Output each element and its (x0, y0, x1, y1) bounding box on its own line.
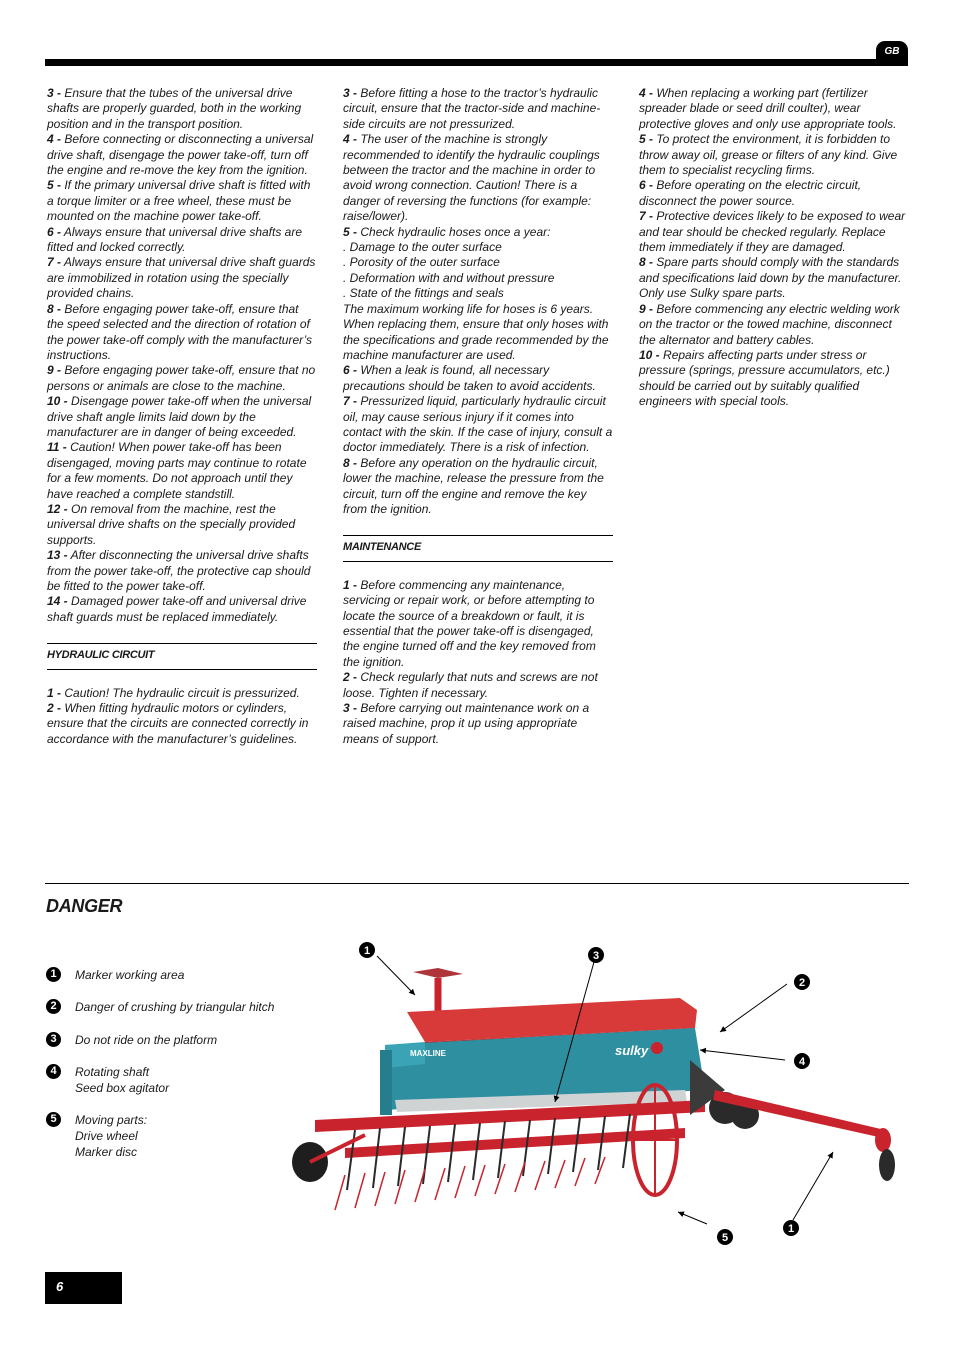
top-rule (45, 59, 908, 66)
item-text: Before commencing any maintenance, servicing or repair work, or before attempting to locate the source of a breakdown or fault, it is essential that the power take-off is disengaged, the engine turned off and the key removed from the ignition. (343, 577, 596, 669)
item-text: Disengage power take-off when the universal drive shaft angle limits laid down by the manufacturer are in danger of being exceeded. (47, 394, 312, 439)
callout-line-1b (793, 1152, 833, 1220)
item-number: 1 - (343, 577, 358, 592)
check-line: . Porosity of the outer surface (343, 255, 500, 270)
item-text: Before any operation on the hydraulic circuit, lower the machine, release the pressure from the circuit, turn off the engine and remove the key from the ignition. (343, 455, 604, 516)
callout-3-label: 3 (592, 950, 600, 962)
col3-list (639, 86, 909, 410)
item-text: Always ensure that universal drive shafts are fitted and locked correctly. (47, 224, 303, 255)
callout-4-label: 4 (798, 1056, 806, 1068)
hydraulic-list (47, 686, 317, 748)
item-text: Repairs affecting parts under stress or pressure (springs, pressure accumulators, etc.) should be carried out by suitably qualified engineers with special tools. (639, 347, 890, 409)
legend-line: Marker disc (75, 1145, 138, 1159)
item-number: 6 - (47, 224, 62, 239)
col2-list-2 (343, 363, 613, 517)
item-number: 1 - (47, 685, 62, 700)
item-text: If the primary universal drive shaft is fitted with a torque limiter or a free wheel, these must be mounted on the machine power take-off. (47, 178, 311, 224)
item-number: 4 - (639, 86, 654, 100)
item-number: 5 - (343, 224, 358, 239)
col2-list (343, 86, 613, 240)
item-number: 8 - (47, 301, 62, 316)
numbered-item (639, 178, 909, 209)
item-number: 7 - (343, 394, 358, 409)
item-number: 6 - (639, 178, 654, 193)
hose-checks (343, 240, 613, 302)
numbered-item (639, 302, 909, 348)
item-number: 5 - (47, 178, 62, 193)
callout-line-2 (720, 984, 787, 1032)
right-marker-arm (713, 1090, 895, 1181)
maintenance-heading: MAINTENANCE (343, 535, 613, 561)
numbered-item (343, 578, 613, 670)
seed-drill-illustration (285, 940, 910, 1250)
numbered-item (639, 86, 909, 132)
item-text: Protective devices likely to be exposed to wear and tear should be checked regularly. Replace them immediately if they are damaged. (639, 209, 906, 255)
numbered-item (47, 594, 317, 625)
column-2 (343, 86, 613, 747)
hose-life-paragraph: The maximum working life for hoses is 6 years. When replacing them, ensure that only hoses with the specifications and grade recommended by the machine manufacturer are used. (343, 301, 609, 362)
legend-number: 5 (46, 1112, 61, 1127)
callout-1b-label: 1 (787, 1223, 795, 1235)
legend-text (75, 967, 305, 983)
item-number: 12 - (47, 501, 68, 516)
callout-line-5 (678, 1212, 707, 1224)
numbered-item (47, 225, 317, 256)
legend-number: 1 (46, 967, 61, 982)
item-number: 10 - (47, 394, 68, 409)
numbered-item (343, 701, 613, 747)
numbered-item (343, 86, 613, 132)
maintenance-list (343, 578, 613, 747)
page-number-box (45, 1272, 122, 1304)
numbered-item (47, 132, 317, 178)
danger-title: DANGER (46, 896, 123, 916)
numbered-item (343, 670, 613, 701)
legend-text (75, 999, 305, 1015)
legend-line: Moving parts: (75, 1113, 148, 1127)
numbered-item (639, 209, 909, 255)
legend-number: 2 (46, 999, 61, 1014)
item-number: 3 - (47, 86, 62, 100)
numbered-item (47, 363, 317, 394)
numbered-item (47, 394, 317, 440)
legend-text (75, 1064, 305, 1096)
item-number: 13 - (47, 548, 68, 563)
item-number: 7 - (639, 209, 654, 224)
item-number: 2 - (47, 701, 62, 716)
numbered-item (47, 502, 317, 548)
hydraulic-circuit-heading: HYDRAULIC CIRCUIT (47, 643, 317, 669)
danger-rule (45, 883, 909, 884)
col1-list (47, 86, 317, 625)
item-text: Damaged power take-off and universal drive shaft guards must be replaced immediately. (47, 594, 307, 624)
item-text: When a leak is found, all necessary precautions should be taken to avoid accidents. (343, 363, 596, 393)
item-text: On removal from the machine, rest the universal drive shafts on the specially provided supports. (47, 501, 296, 547)
numbered-item (343, 456, 613, 518)
item-text: Spare parts should comply with the standards and specifications laid down by the manufacturer. Only use Sulky spare parts. (639, 255, 902, 301)
item-text: To protect the environment, it is forbidden to throw away oil, grease or filters of any kind. Give them to specialist recycling firms. (639, 132, 898, 178)
item-text: After disconnecting the universal drive shafts from the power take-off, the protective cap should be fitted to the power take-off. (47, 548, 311, 593)
page-number: 6 (56, 1279, 64, 1294)
legend-line: Drive wheel (75, 1129, 138, 1143)
item-number: 7 - (47, 255, 62, 270)
legend-number: 4 (46, 1064, 61, 1079)
item-text: Pressurized liquid, particularly hydraulic circuit oil, may cause serious injury if it comes into contact with the skin. If the case of injury, consult a doctor immediately. There is a risk of infection. (343, 394, 613, 455)
column-3 (639, 86, 909, 410)
legend-line: Seed box agitator (75, 1081, 170, 1095)
item-text: When fitting hydraulic motors or cylinders, ensure that the circuits are connected correctly in accordance with the manufacturer’s guidelines. (47, 701, 309, 746)
numbered-item (343, 132, 613, 224)
item-number: 2 - (343, 670, 358, 685)
numbered-item (343, 394, 613, 456)
item-text: Before carrying out maintenance work on a raised machine, prop it up using appropriate means of support. (343, 701, 590, 746)
callout-5-label: 5 (721, 1232, 729, 1244)
item-number: 4 - (343, 132, 358, 147)
numbered-item (639, 348, 909, 410)
column-1 (47, 86, 317, 747)
numbered-item (639, 255, 909, 301)
item-number: 6 - (343, 363, 358, 378)
legend-line: Do not ride on the platform (75, 1033, 218, 1047)
item-number: 14 - (47, 594, 68, 609)
item-number: 8 - (639, 255, 654, 270)
numbered-item (47, 86, 317, 132)
legend-text (75, 1032, 305, 1048)
item-text: Always ensure that universal drive shaft guards are immobilized in rotation using the specially provided chains. (47, 255, 316, 301)
callout-2-label: 2 (798, 977, 806, 989)
item-text: Before fitting a hose to the tractor’s hydraulic circuit, ensure that the tractor-side and machine-side circuits are not pressurized. (343, 86, 601, 131)
numbered-item (47, 701, 317, 747)
legend-text (75, 1112, 305, 1160)
numbered-item (47, 686, 317, 701)
item-number: 9 - (639, 301, 654, 316)
item-text: The user of the machine is strongly recommended to identify the hydraulic couplings between the tractor and the machine in order to avoid wrong connection. Caution! There is a danger of reversing the functions (for example: raise/lower). (343, 132, 600, 224)
drive-wheel (633, 1085, 677, 1195)
item-text: Before commencing any electric welding work on the tractor or the towed machine, disconnect the alternator and battery cables. (639, 301, 900, 347)
item-text: When replacing a working part (fertilizer spreader blade or seed drill coulter), wear protective gloves and only use appropriate tools. (639, 86, 897, 131)
language-tab (876, 41, 908, 66)
item-number: 10 - (639, 347, 660, 362)
item-number: 11 - (47, 440, 67, 455)
item-text: Ensure that the tubes of the universal drive shafts are properly guarded, both in the working position and in the transport position. (47, 86, 302, 131)
item-text: Caution! The hydraulic circuit is pressurized. (61, 685, 300, 700)
numbered-item (47, 548, 317, 594)
item-number: 3 - (343, 86, 358, 100)
legend-number: 3 (46, 1032, 61, 1047)
item-text: Check regularly that nuts and screws are not loose. Tighten if necessary. (343, 670, 598, 700)
legend-line: Danger of crushing by triangular hitch (75, 1000, 275, 1014)
item-text: Before connecting or disconnecting a universal drive shaft, disengage the power take-off, turn off the engine and re-move the key from the ignition. (47, 132, 314, 178)
item-text: Before engaging power take-off, ensure that no persons or animals are close to the machine. (47, 363, 316, 393)
language-label: GB (884, 46, 900, 57)
item-number: 4 - (47, 132, 62, 147)
callout-line-1 (377, 956, 415, 995)
check-line: . Damage to the outer surface (343, 240, 502, 255)
check-line: . Deformation with and without pressure (343, 270, 555, 285)
numbered-item (343, 363, 613, 394)
legend-line: Marker working area (75, 968, 185, 982)
machine-model-label: MAXLINE (410, 1049, 446, 1058)
item-text: Before engaging power take-off, ensure that the speed selected and the direction of rotation of the power take-off comply with the manufacturer’s instructions. (47, 301, 313, 362)
machine-brand-label: sulky (615, 1043, 649, 1058)
callout-line-4 (700, 1050, 785, 1060)
item-number: 3 - (343, 701, 358, 716)
numbered-item (343, 225, 613, 240)
item-text: Before operating on the electric circuit, disconnect the power source. (639, 178, 862, 208)
item-text: Caution! When power take-off has been disengaged, moving parts may continue to rotate for a few moments. Do not approach until they have reached a complete standstill. (47, 440, 307, 501)
legend-line: Rotating shaft (75, 1065, 150, 1079)
numbered-item (47, 302, 317, 364)
numbered-item (47, 255, 317, 301)
numbered-item (47, 178, 317, 224)
numbered-item (639, 132, 909, 178)
callout-1-label: 1 (363, 945, 371, 957)
item-number: 9 - (47, 363, 62, 378)
item-number: 8 - (343, 455, 358, 470)
item-number: 5 - (639, 132, 654, 147)
item-text: Check hydraulic hoses once a year: (357, 224, 551, 239)
check-line: . State of the fittings and seals (343, 286, 504, 301)
numbered-item (47, 440, 317, 502)
